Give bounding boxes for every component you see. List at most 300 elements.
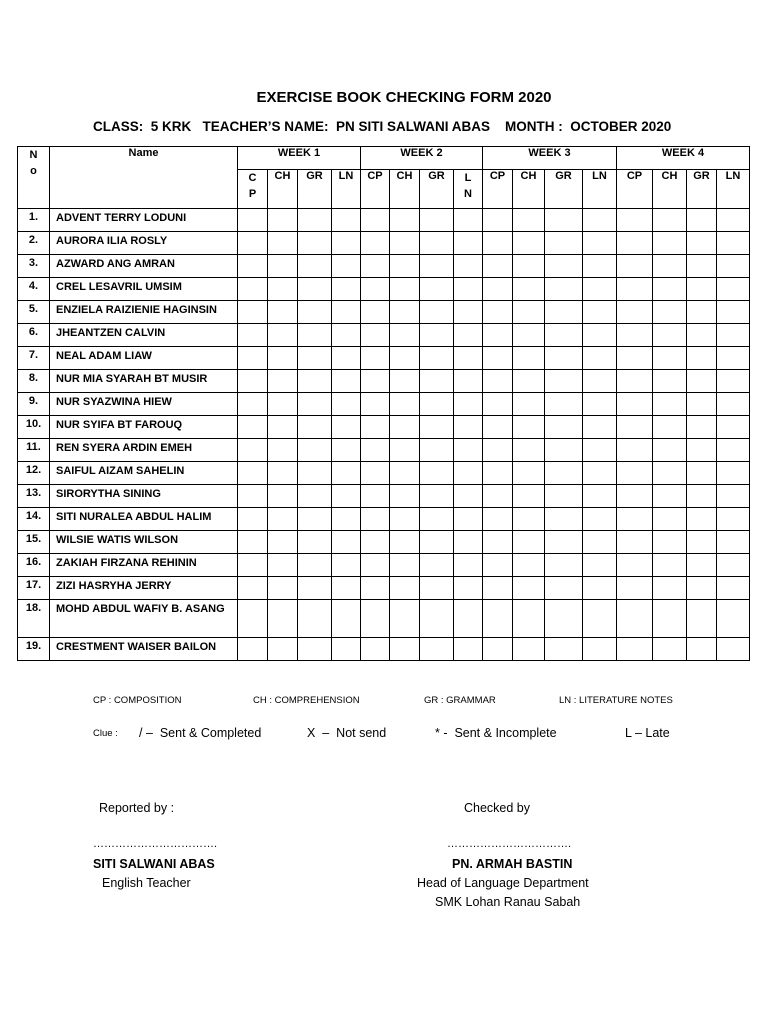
check-cell — [717, 531, 750, 554]
check-cell — [617, 209, 653, 232]
table-row — [18, 255, 750, 278]
check-cell — [513, 462, 545, 485]
student-name: CRESTMENT WAISER BAILON — [50, 638, 238, 661]
check-cell — [268, 278, 298, 301]
check-cell — [420, 531, 454, 554]
check-cell — [717, 370, 750, 393]
check-cell — [717, 554, 750, 577]
check-cell — [332, 255, 361, 278]
check-cell — [298, 508, 332, 531]
student-name: AZWARD ANG AMRAN — [50, 255, 238, 278]
check-cell — [268, 508, 298, 531]
check-cell — [298, 462, 332, 485]
check-cell — [583, 485, 617, 508]
clue-sent-incomplete: * - Sent & Incomplete — [435, 726, 557, 740]
check-cell — [298, 531, 332, 554]
check-cell — [454, 209, 483, 232]
check-cell — [361, 462, 390, 485]
subheader-w1-gr: GR — [298, 170, 332, 209]
check-cell — [717, 439, 750, 462]
check-cell — [513, 439, 545, 462]
table-row — [18, 278, 750, 301]
student-name: SAIFUL AIZAM SAHELIN — [50, 462, 238, 485]
check-cell — [653, 370, 687, 393]
reporter-role: English Teacher — [102, 876, 191, 890]
check-cell — [717, 347, 750, 370]
check-cell — [653, 638, 687, 661]
check-cell — [717, 232, 750, 255]
check-cell — [653, 232, 687, 255]
check-cell — [513, 347, 545, 370]
check-cell — [617, 554, 653, 577]
check-cell — [390, 462, 420, 485]
check-cell — [298, 255, 332, 278]
check-cell — [238, 232, 268, 255]
check-cell — [390, 577, 420, 600]
check-cell — [298, 324, 332, 347]
check-cell — [361, 416, 390, 439]
check-cell — [513, 416, 545, 439]
check-cell — [513, 577, 545, 600]
student-name: NUR SYIFA BT FAROUQ — [50, 416, 238, 439]
check-cell — [687, 600, 717, 638]
check-cell — [390, 255, 420, 278]
check-cell — [238, 554, 268, 577]
check-cell — [420, 485, 454, 508]
check-cell — [687, 531, 717, 554]
check-cell — [617, 600, 653, 638]
check-cell — [454, 393, 483, 416]
check-cell — [483, 554, 513, 577]
check-cell — [513, 232, 545, 255]
check-cell — [268, 209, 298, 232]
check-cell — [583, 347, 617, 370]
table-row — [18, 554, 750, 577]
check-cell — [717, 393, 750, 416]
check-cell — [268, 393, 298, 416]
check-cell — [717, 577, 750, 600]
check-cell — [483, 370, 513, 393]
check-cell — [583, 439, 617, 462]
check-cell — [513, 324, 545, 347]
check-cell — [513, 278, 545, 301]
check-cell — [545, 531, 583, 554]
check-cell — [361, 485, 390, 508]
check-cell — [617, 439, 653, 462]
check-cell — [454, 278, 483, 301]
week-2-header: WEEK 2 — [361, 147, 483, 170]
check-cell — [390, 347, 420, 370]
check-cell — [717, 324, 750, 347]
check-cell — [653, 600, 687, 638]
check-cell — [454, 301, 483, 324]
check-cell — [390, 485, 420, 508]
check-cell — [483, 508, 513, 531]
table-row — [18, 600, 750, 638]
check-cell — [583, 209, 617, 232]
check-cell — [513, 508, 545, 531]
check-cell — [583, 577, 617, 600]
check-cell — [717, 485, 750, 508]
check-cell — [513, 370, 545, 393]
check-cell — [687, 232, 717, 255]
check-cell — [583, 278, 617, 301]
check-cell — [483, 232, 513, 255]
student-name: SIRORYTHA SINING — [50, 485, 238, 508]
check-cell — [420, 324, 454, 347]
subheader-w2-ln: LN — [454, 170, 483, 209]
subheader-w1-cp: CP — [238, 170, 268, 209]
check-cell — [545, 232, 583, 255]
check-cell — [617, 485, 653, 508]
check-cell — [653, 347, 687, 370]
check-cell — [361, 324, 390, 347]
check-cell — [545, 393, 583, 416]
check-cell — [653, 531, 687, 554]
check-cell — [717, 278, 750, 301]
check-cell — [583, 301, 617, 324]
check-cell — [583, 324, 617, 347]
check-cell — [454, 577, 483, 600]
check-cell — [390, 370, 420, 393]
subheader-w3-gr: GR — [545, 170, 583, 209]
row-number: 16. — [18, 554, 50, 577]
student-name: AURORA ILIA ROSLY — [50, 232, 238, 255]
check-cell — [238, 416, 268, 439]
check-cell — [332, 554, 361, 577]
table-row — [18, 347, 750, 370]
table-row — [18, 416, 750, 439]
check-cell — [513, 255, 545, 278]
check-cell — [545, 485, 583, 508]
check-cell — [687, 439, 717, 462]
check-cell — [545, 416, 583, 439]
check-cell — [420, 508, 454, 531]
check-cell — [545, 439, 583, 462]
check-cell — [583, 600, 617, 638]
check-cell — [390, 324, 420, 347]
check-cell — [268, 324, 298, 347]
check-cell — [332, 531, 361, 554]
student-name: JHEANTZEN CALVIN — [50, 324, 238, 347]
check-cell — [361, 278, 390, 301]
check-cell — [420, 347, 454, 370]
check-cell — [687, 416, 717, 439]
check-cell — [513, 393, 545, 416]
check-cell — [332, 638, 361, 661]
check-cell — [454, 554, 483, 577]
check-cell — [653, 209, 687, 232]
check-cell — [687, 577, 717, 600]
check-cell — [238, 347, 268, 370]
table-row — [18, 531, 750, 554]
check-cell — [653, 278, 687, 301]
check-cell — [617, 370, 653, 393]
subheader-w4-ch: CH — [653, 170, 687, 209]
check-cell — [653, 393, 687, 416]
check-cell — [513, 301, 545, 324]
check-cell — [238, 462, 268, 485]
student-name: ZAKIAH FIRZANA REHININ — [50, 554, 238, 577]
row-number: 3. — [18, 255, 50, 278]
table-row — [18, 485, 750, 508]
check-cell — [513, 485, 545, 508]
check-cell — [513, 600, 545, 638]
student-name: ENZIELA RAIZIENIE HAGINSIN — [50, 301, 238, 324]
check-cell — [268, 600, 298, 638]
check-cell — [483, 324, 513, 347]
check-cell — [583, 416, 617, 439]
check-cell — [454, 232, 483, 255]
check-cell — [332, 577, 361, 600]
check-cell — [238, 439, 268, 462]
check-cell — [332, 508, 361, 531]
check-cell — [298, 347, 332, 370]
check-cell — [687, 301, 717, 324]
check-cell — [454, 508, 483, 531]
checker-school: SMK Lohan Ranau Sabah — [435, 895, 581, 909]
check-cell — [617, 508, 653, 531]
subheader-w4-gr: GR — [687, 170, 717, 209]
check-cell — [545, 347, 583, 370]
check-cell — [617, 638, 653, 661]
check-cell — [717, 416, 750, 439]
row-number: 6. — [18, 324, 50, 347]
student-name: WILSIE WATIS WILSON — [50, 531, 238, 554]
check-cell — [298, 577, 332, 600]
check-cell — [454, 370, 483, 393]
clue-not-send: X – Not send — [307, 726, 387, 740]
check-cell — [513, 554, 545, 577]
check-cell — [545, 370, 583, 393]
check-cell — [483, 531, 513, 554]
check-cell — [332, 600, 361, 638]
check-cell — [483, 301, 513, 324]
row-number: 9. — [18, 393, 50, 416]
subheader-w2-gr: GR — [420, 170, 454, 209]
check-cell — [390, 232, 420, 255]
check-cell — [298, 278, 332, 301]
check-cell — [238, 370, 268, 393]
check-cell — [454, 255, 483, 278]
check-cell — [361, 531, 390, 554]
check-cell — [583, 638, 617, 661]
row-number: 1. — [18, 209, 50, 232]
check-cell — [420, 554, 454, 577]
check-cell — [390, 531, 420, 554]
check-cell — [583, 462, 617, 485]
check-cell — [653, 462, 687, 485]
check-cell — [583, 232, 617, 255]
student-name: ADVENT TERRY LODUNI — [50, 209, 238, 232]
check-cell — [238, 255, 268, 278]
student-name: CREL LESAVRIL UMSIM — [50, 278, 238, 301]
check-cell — [483, 255, 513, 278]
check-cell — [545, 462, 583, 485]
row-number: 10. — [18, 416, 50, 439]
checker-name: PN. ARMAH BASTIN — [452, 857, 573, 871]
check-cell — [653, 508, 687, 531]
check-cell — [617, 393, 653, 416]
check-cell — [717, 600, 750, 638]
check-cell — [238, 638, 268, 661]
check-cell — [298, 439, 332, 462]
student-name: ZIZI HASRYHA JERRY — [50, 577, 238, 600]
check-cell — [653, 577, 687, 600]
check-cell — [687, 485, 717, 508]
check-cell — [238, 485, 268, 508]
check-cell — [420, 232, 454, 255]
check-cell — [268, 554, 298, 577]
check-cell — [454, 462, 483, 485]
form-title: EXERCISE BOOK CHECKING FORM 2020 — [256, 89, 552, 106]
row-number: 14. — [18, 508, 50, 531]
check-cell — [653, 324, 687, 347]
check-cell — [483, 638, 513, 661]
subheader-w1-ln: LN — [332, 170, 361, 209]
table-row — [18, 577, 750, 600]
legend-ln: LN : LITERATURE NOTES — [559, 695, 673, 706]
check-cell — [268, 232, 298, 255]
table-row — [18, 638, 750, 661]
check-cell — [687, 209, 717, 232]
check-cell — [617, 301, 653, 324]
check-cell — [583, 531, 617, 554]
check-cell — [420, 370, 454, 393]
subheader-w1-ch: CH — [268, 170, 298, 209]
check-cell — [583, 255, 617, 278]
check-cell — [298, 600, 332, 638]
check-cell — [483, 278, 513, 301]
check-cell — [390, 416, 420, 439]
week-3-header: WEEK 3 — [483, 147, 617, 170]
check-cell — [238, 278, 268, 301]
check-cell — [268, 462, 298, 485]
check-cell — [361, 370, 390, 393]
check-cell — [298, 301, 332, 324]
check-cell — [420, 416, 454, 439]
check-cell — [717, 209, 750, 232]
check-cell — [545, 600, 583, 638]
check-cell — [483, 577, 513, 600]
check-cell — [298, 232, 332, 255]
legend-cp: CP : COMPOSITION — [93, 695, 182, 706]
check-cell — [298, 554, 332, 577]
check-cell — [420, 638, 454, 661]
check-cell — [617, 531, 653, 554]
check-cell — [483, 600, 513, 638]
check-cell — [361, 255, 390, 278]
check-cell — [617, 347, 653, 370]
student-name: NEAL ADAM LIAW — [50, 347, 238, 370]
check-cell — [617, 462, 653, 485]
subheader-w4-ln: LN — [717, 170, 750, 209]
check-cell — [420, 301, 454, 324]
clue-label: Clue : — [93, 728, 118, 739]
check-cell — [717, 462, 750, 485]
check-cell — [717, 255, 750, 278]
check-cell — [361, 209, 390, 232]
check-cell — [545, 324, 583, 347]
check-cell — [583, 370, 617, 393]
check-cell — [513, 209, 545, 232]
check-cell — [332, 462, 361, 485]
check-cell — [687, 347, 717, 370]
subheader-w2-cp: CP — [361, 170, 390, 209]
check-cell — [483, 462, 513, 485]
row-number: 17. — [18, 577, 50, 600]
student-name: NUR MIA SYARAH BT MUSIR — [50, 370, 238, 393]
check-cell — [653, 439, 687, 462]
check-cell — [268, 638, 298, 661]
check-cell — [513, 531, 545, 554]
check-cell — [454, 416, 483, 439]
check-cell — [390, 508, 420, 531]
check-cell — [361, 638, 390, 661]
checked-by-label: Checked by — [464, 801, 531, 815]
check-cell — [332, 485, 361, 508]
check-cell — [268, 485, 298, 508]
check-cell — [238, 600, 268, 638]
check-cell — [361, 577, 390, 600]
week-1-header: WEEK 1 — [238, 147, 361, 170]
check-cell — [420, 278, 454, 301]
check-cell — [454, 638, 483, 661]
check-cell — [717, 508, 750, 531]
row-number: 11. — [18, 439, 50, 462]
check-cell — [617, 324, 653, 347]
form-subtitle: CLASS: 5 KRK TEACHER’S NAME: PN SITI SALWANI ABAS MONTH : OCTOBER 2020 — [93, 119, 672, 134]
reported-by-label: Reported by : — [99, 801, 175, 815]
check-cell — [361, 301, 390, 324]
check-cell — [687, 554, 717, 577]
check-cell — [653, 554, 687, 577]
check-cell — [268, 370, 298, 393]
check-cell — [361, 393, 390, 416]
subheader-w3-ch: CH — [513, 170, 545, 209]
check-cell — [238, 531, 268, 554]
row-number: 4. — [18, 278, 50, 301]
check-cell — [420, 462, 454, 485]
check-cell — [332, 232, 361, 255]
check-cell — [617, 416, 653, 439]
table-row — [18, 393, 750, 416]
check-cell — [238, 301, 268, 324]
table-row — [18, 209, 750, 232]
check-cell — [332, 301, 361, 324]
check-cell — [687, 462, 717, 485]
check-cell — [390, 278, 420, 301]
check-cell — [268, 301, 298, 324]
check-cell — [361, 347, 390, 370]
check-cell — [238, 324, 268, 347]
check-cell — [653, 416, 687, 439]
check-cell — [268, 347, 298, 370]
check-cell — [332, 324, 361, 347]
check-cell — [617, 255, 653, 278]
row-number: 19. — [18, 638, 50, 661]
check-cell — [454, 439, 483, 462]
checking-table — [17, 146, 750, 661]
check-cell — [483, 393, 513, 416]
legend-gr: GR : GRAMMAR — [424, 695, 496, 706]
table-row — [18, 370, 750, 393]
check-cell — [361, 508, 390, 531]
check-cell — [390, 600, 420, 638]
row-number: 15. — [18, 531, 50, 554]
row-number: 7. — [18, 347, 50, 370]
check-cell — [617, 278, 653, 301]
